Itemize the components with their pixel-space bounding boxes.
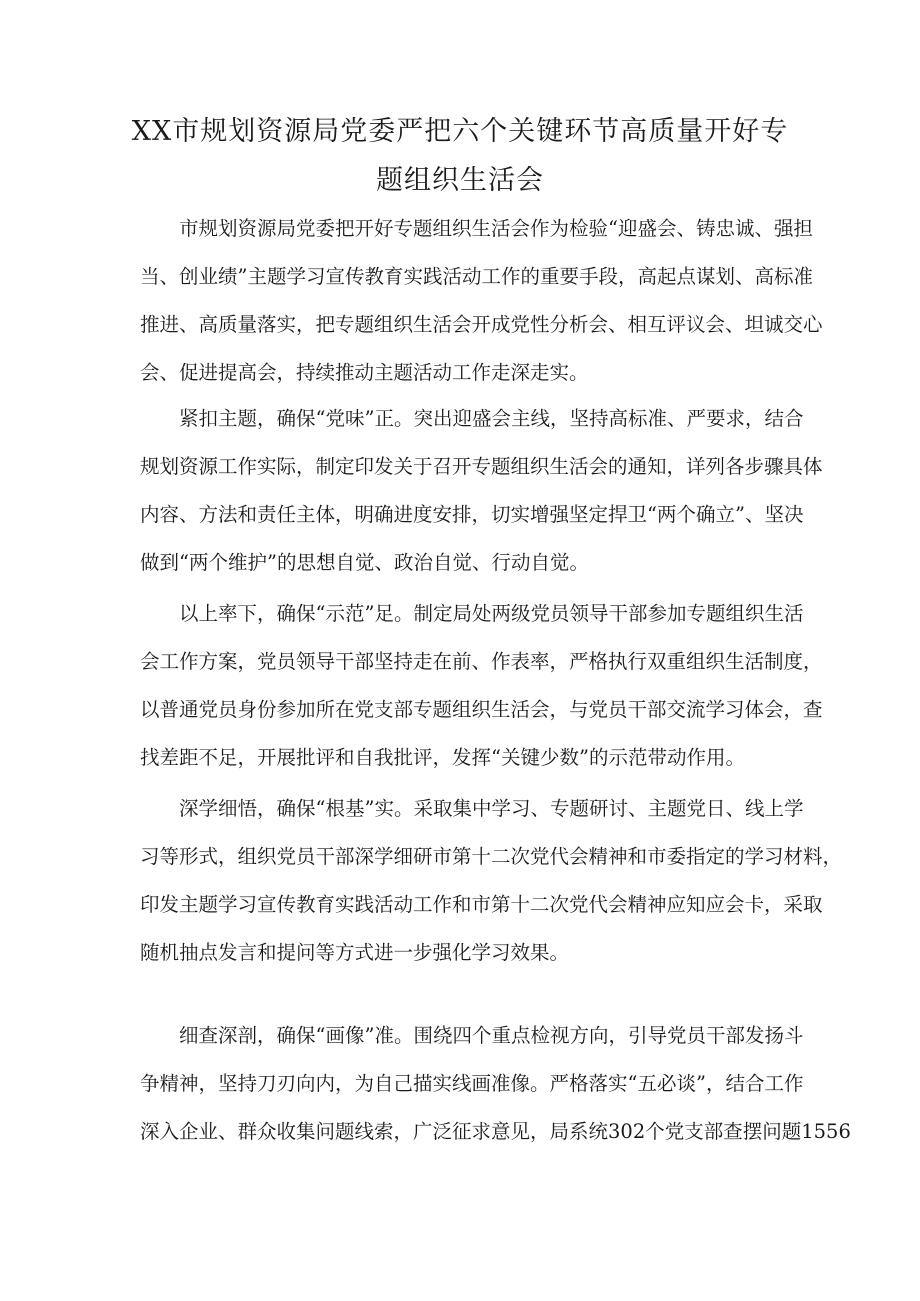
paragraph-line: 会工作方案，党员领导干部坚持走在前、作表率，严格执行双重组织生活制度， — [140, 650, 823, 673]
paragraph-line: 印发主题学习宣传教育实践活动工作和市第十二次党代会精神应知应会卡，采取 — [140, 893, 823, 916]
paragraph-line: 规划资源工作实际，制定印发关于召开专题组织生活会的通知，详列各步骤具体 — [140, 455, 823, 478]
paragraph-line: 做到“两个维护”的思想自觉、政治自觉、行动自觉。 — [140, 551, 589, 574]
paragraph-line: 市规划资源局党委把开好专题组织生活会作为检验“迎盛会、铸忠诚、强担 — [179, 217, 813, 240]
body-paragraph-3 — [140, 590, 823, 782]
body-paragraph-4 — [140, 785, 843, 977]
body-paragraph-2 — [140, 395, 823, 587]
paragraph-line: 习等形式，组织党员干部深学细研市第十二次党代会精神和市委指定的学习材料， — [140, 845, 843, 868]
document-title-line-2: 题组织生活会 — [376, 165, 544, 196]
paragraph-line: 细查深剖，确保“画像”准。围绕四个重点检视方向，引导党员干部发扬斗 — [179, 1024, 804, 1047]
paragraph-line: 推进、高质量落实，把专题组织生活会开成党性分析会、相互评议会、坦诚交心 — [140, 313, 823, 336]
paragraph-line: 找差距不足，开展批评和自我批评，发挥“关键少数”的示范带动作用。 — [140, 746, 745, 769]
paragraph-line: 紧扣主题，确保“党味”正。突出迎盛会主线，坚持高标准、严要求，结合 — [179, 407, 804, 430]
paragraph-line: 深入企业、群众收集问题线索，广泛征求意见，局系统302个党支部查摆问题1556 — [140, 1120, 851, 1143]
paragraph-line: 当、创业绩”主题学习宣传教育实践活动工作的重要手段，高起点谋划、高标准 — [140, 265, 813, 288]
document-title-line-1: XX市规划资源局党委严把六个关键环节高质量开好专 — [131, 116, 789, 147]
body-paragraph-5 — [140, 1012, 851, 1156]
paragraph-line: 会、促进提高会，持续推动主题活动工作走深走实。 — [140, 361, 589, 384]
paragraph-line: 争精神，坚持刀刃向内，为自己描实线画准像。严格落实“五必谈”，结合工作 — [140, 1072, 804, 1095]
paragraph-line: 以普通党员身份参加所在党支部专题组织生活会，与党员干部交流学习体会，查 — [140, 698, 823, 721]
body-paragraph-1 — [140, 205, 823, 397]
paragraph-line: 深学细悟，确保“根基”实。采取集中学习、专题研讨、主题党日、线上学 — [179, 797, 804, 820]
paragraph-line: 以上率下，确保“示范”足。制定局处两级党员领导干部参加专题组织生活 — [179, 602, 804, 625]
paragraph-line: 随机抽点发言和提问等方式进一步强化学习效果。 — [140, 941, 570, 964]
paragraph-line: 内容、方法和责任主体，明确进度安排，切实增强坚定捍卫“两个确立”、坚决 — [140, 503, 804, 526]
